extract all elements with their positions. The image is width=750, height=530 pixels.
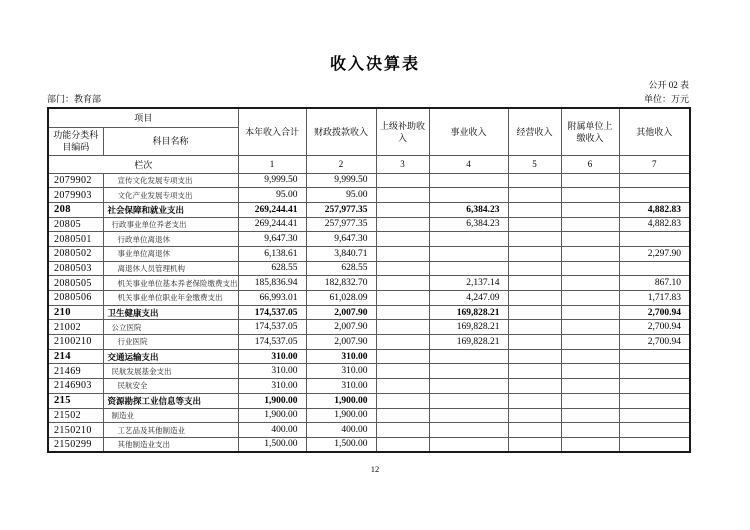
table-row bbox=[48, 305, 690, 320]
cell-amount bbox=[508, 202, 561, 217]
table-row bbox=[48, 276, 690, 291]
cell-function-code: 2080505 bbox=[48, 276, 103, 291]
cell-amount: 1,500.00 bbox=[306, 437, 376, 452]
cell-subject-name: 交通运输支出 bbox=[103, 349, 238, 364]
cell-function-code: 2079903 bbox=[48, 188, 103, 203]
cell-amount: 269,244.41 bbox=[238, 202, 306, 217]
cell-amount bbox=[508, 335, 561, 350]
cell-amount: 1,717.83 bbox=[619, 291, 690, 306]
cell-amount: 1,900.00 bbox=[306, 408, 376, 423]
cell-amount bbox=[619, 261, 690, 276]
table-row bbox=[48, 349, 690, 364]
cell-amount bbox=[376, 276, 429, 291]
cell-function-code: 214 bbox=[48, 349, 103, 364]
column-number: 1 bbox=[238, 155, 306, 173]
table-row bbox=[48, 437, 690, 452]
cell-amount bbox=[561, 232, 619, 247]
cell-function-code: 208 bbox=[48, 202, 103, 217]
cell-amount bbox=[508, 393, 561, 408]
cell-amount: 182,832.70 bbox=[306, 276, 376, 291]
table-row bbox=[48, 320, 690, 335]
cell-amount bbox=[619, 379, 690, 394]
cell-amount bbox=[429, 437, 508, 452]
cell-amount bbox=[376, 246, 429, 261]
cell-function-code: 21469 bbox=[48, 364, 103, 379]
cell-amount bbox=[561, 246, 619, 261]
cell-amount bbox=[376, 437, 429, 452]
cell-subject-name: 制造业 bbox=[103, 408, 238, 423]
cell-amount bbox=[561, 423, 619, 438]
column-number: 4 bbox=[429, 155, 508, 173]
table-row bbox=[48, 335, 690, 350]
cell-amount: 9,999.50 bbox=[306, 173, 376, 188]
cell-amount bbox=[376, 423, 429, 438]
table-row bbox=[48, 291, 690, 306]
cell-amount bbox=[561, 305, 619, 320]
cell-amount: 257,977.35 bbox=[306, 202, 376, 217]
cell-amount bbox=[561, 291, 619, 306]
cell-amount bbox=[429, 232, 508, 247]
cell-subject-name: 宣传文化发展专项支出 bbox=[103, 173, 238, 188]
meta-row bbox=[47, 92, 689, 105]
cell-amount bbox=[561, 276, 619, 291]
cell-amount: 174,537.05 bbox=[238, 335, 306, 350]
cell-amount bbox=[376, 232, 429, 247]
cell-function-code: 20805 bbox=[48, 217, 103, 232]
form-code-label: 公开 02 表 bbox=[648, 80, 689, 90]
cell-subject-name: 行业医院 bbox=[103, 335, 238, 350]
cell-amount: 310.00 bbox=[238, 349, 306, 364]
table-row bbox=[48, 217, 690, 232]
department-label: 部门：教育部 bbox=[47, 94, 102, 104]
header-affiliate-remittance: 附属单位上缴收入 bbox=[561, 108, 619, 155]
cell-amount bbox=[561, 261, 619, 276]
table-row bbox=[48, 423, 690, 438]
cell-amount bbox=[376, 173, 429, 188]
table-row bbox=[48, 408, 690, 423]
table-body bbox=[48, 173, 690, 452]
cell-amount: 867.10 bbox=[619, 276, 690, 291]
cell-amount bbox=[429, 393, 508, 408]
cell-amount bbox=[376, 379, 429, 394]
header-other-income: 其他收入 bbox=[619, 108, 690, 155]
cell-amount bbox=[619, 173, 690, 188]
cell-amount: 1,900.00 bbox=[306, 393, 376, 408]
cell-amount: 310.00 bbox=[306, 379, 376, 394]
header-lanci: 栏次 bbox=[48, 155, 238, 173]
cell-amount bbox=[508, 188, 561, 203]
cell-amount: 4,882.83 bbox=[619, 202, 690, 217]
header-item: 项目 bbox=[48, 108, 238, 127]
cell-function-code: 215 bbox=[48, 393, 103, 408]
cell-amount: 1,900.00 bbox=[238, 408, 306, 423]
cell-amount bbox=[619, 188, 690, 203]
cell-subject-name: 机关事业单位职业年金缴费支出 bbox=[103, 291, 238, 306]
table-row bbox=[48, 202, 690, 217]
cell-amount: 310.00 bbox=[306, 349, 376, 364]
income-statement-table bbox=[47, 107, 691, 453]
table-header bbox=[48, 108, 690, 173]
cell-subject-name: 行政单位离退休 bbox=[103, 232, 238, 247]
cell-amount: 310.00 bbox=[306, 364, 376, 379]
column-number: 6 bbox=[561, 155, 619, 173]
cell-amount bbox=[429, 364, 508, 379]
table-row bbox=[48, 188, 690, 203]
cell-amount bbox=[561, 217, 619, 232]
cell-amount bbox=[429, 423, 508, 438]
cell-amount bbox=[376, 335, 429, 350]
cell-amount bbox=[429, 349, 508, 364]
cell-function-code: 21502 bbox=[48, 408, 103, 423]
cell-amount: 269,244.41 bbox=[238, 217, 306, 232]
page-number: 12 bbox=[370, 464, 380, 474]
cell-amount: 2,007.90 bbox=[306, 335, 376, 350]
cell-amount: 4,882.83 bbox=[619, 217, 690, 232]
cell-subject-name: 机关事业单位基本养老保险缴费支出 bbox=[103, 276, 238, 291]
cell-amount: 2,700.94 bbox=[619, 335, 690, 350]
cell-amount bbox=[619, 349, 690, 364]
cell-amount: 257,977.35 bbox=[306, 217, 376, 232]
cell-amount: 169,828.21 bbox=[429, 335, 508, 350]
table-row bbox=[48, 379, 690, 394]
cell-amount bbox=[561, 320, 619, 335]
cell-amount: 2,007.90 bbox=[306, 305, 376, 320]
cell-subject-name: 离退休人员管理机构 bbox=[103, 261, 238, 276]
cell-amount bbox=[508, 276, 561, 291]
cell-subject-name: 民航安全 bbox=[103, 379, 238, 394]
header-business-income: 经营收入 bbox=[508, 108, 561, 155]
cell-function-code: 2150299 bbox=[48, 437, 103, 452]
cell-function-code: 2100210 bbox=[48, 335, 103, 350]
cell-amount bbox=[376, 188, 429, 203]
cell-function-code: 2080502 bbox=[48, 246, 103, 261]
cell-amount: 6,384.23 bbox=[429, 217, 508, 232]
cell-function-code: 2080503 bbox=[48, 261, 103, 276]
cell-amount: 66,993.01 bbox=[238, 291, 306, 306]
cell-amount: 310.00 bbox=[238, 379, 306, 394]
cell-amount bbox=[561, 202, 619, 217]
cell-amount bbox=[561, 364, 619, 379]
cell-amount bbox=[376, 261, 429, 276]
cell-amount bbox=[429, 379, 508, 394]
cell-amount bbox=[508, 379, 561, 394]
cell-amount: 9,647.30 bbox=[306, 232, 376, 247]
cell-amount: 2,700.94 bbox=[619, 305, 690, 320]
cell-amount bbox=[619, 408, 690, 423]
cell-amount bbox=[429, 408, 508, 423]
cell-amount: 628.55 bbox=[238, 261, 306, 276]
cell-amount bbox=[376, 349, 429, 364]
column-number: 5 bbox=[508, 155, 561, 173]
cell-amount bbox=[619, 393, 690, 408]
cell-amount: 6,384.23 bbox=[429, 202, 508, 217]
cell-amount bbox=[561, 188, 619, 203]
cell-amount bbox=[619, 364, 690, 379]
cell-subject-name: 卫生健康支出 bbox=[103, 305, 238, 320]
cell-amount: 9,647.30 bbox=[238, 232, 306, 247]
cell-amount bbox=[429, 173, 508, 188]
cell-function-code: 2080501 bbox=[48, 232, 103, 247]
cell-amount bbox=[508, 291, 561, 306]
cell-amount bbox=[508, 232, 561, 247]
cell-amount: 1,900.00 bbox=[238, 393, 306, 408]
cell-amount bbox=[508, 261, 561, 276]
cell-amount: 9,999.50 bbox=[238, 173, 306, 188]
cell-amount bbox=[376, 202, 429, 217]
cell-amount bbox=[376, 320, 429, 335]
cell-amount bbox=[619, 437, 690, 452]
cell-function-code: 2150210 bbox=[48, 423, 103, 438]
cell-amount bbox=[376, 408, 429, 423]
cell-amount bbox=[561, 393, 619, 408]
cell-amount bbox=[376, 364, 429, 379]
cell-function-code: 21002 bbox=[48, 320, 103, 335]
cell-amount: 174,537.05 bbox=[238, 320, 306, 335]
cell-amount bbox=[508, 349, 561, 364]
table-row bbox=[48, 173, 690, 188]
cell-amount bbox=[429, 261, 508, 276]
cell-amount: 310.00 bbox=[238, 364, 306, 379]
cell-amount bbox=[561, 349, 619, 364]
header-total-income: 本年收入合计 bbox=[238, 108, 306, 155]
table-row bbox=[48, 232, 690, 247]
cell-amount bbox=[508, 320, 561, 335]
cell-amount: 628.55 bbox=[306, 261, 376, 276]
cell-amount: 4,247.09 bbox=[429, 291, 508, 306]
cell-amount bbox=[376, 393, 429, 408]
cell-amount bbox=[508, 246, 561, 261]
cell-function-code: 2146903 bbox=[48, 379, 103, 394]
cell-amount: 174,537.05 bbox=[238, 305, 306, 320]
cell-subject-name: 公立医院 bbox=[103, 320, 238, 335]
column-number: 3 bbox=[376, 155, 429, 173]
cell-amount bbox=[508, 437, 561, 452]
cell-subject-name: 文化产业发展专项支出 bbox=[103, 188, 238, 203]
cell-amount bbox=[429, 246, 508, 261]
cell-subject-name: 社会保障和就业支出 bbox=[103, 202, 238, 217]
cell-amount bbox=[619, 423, 690, 438]
cell-amount bbox=[508, 408, 561, 423]
table-row bbox=[48, 246, 690, 261]
table-row bbox=[48, 364, 690, 379]
cell-amount: 61,028.09 bbox=[306, 291, 376, 306]
cell-amount: 2,297.90 bbox=[619, 246, 690, 261]
cell-subject-name: 资源勘探工业信息等支出 bbox=[103, 393, 238, 408]
cell-function-code: 2080506 bbox=[48, 291, 103, 306]
cell-amount bbox=[508, 305, 561, 320]
header-superior-subsidy: 上级补助收入 bbox=[376, 108, 429, 155]
table-row bbox=[48, 393, 690, 408]
cell-amount: 2,007.90 bbox=[306, 320, 376, 335]
cell-amount bbox=[561, 173, 619, 188]
unit-label: 单位：万元 bbox=[643, 94, 689, 104]
cell-amount bbox=[508, 423, 561, 438]
cell-amount: 400.00 bbox=[306, 423, 376, 438]
header-function-code: 功能分类科目编码 bbox=[48, 127, 103, 155]
cell-amount bbox=[619, 232, 690, 247]
cell-amount bbox=[429, 188, 508, 203]
cell-amount: 169,828.21 bbox=[429, 305, 508, 320]
cell-subject-name: 其他制造业支出 bbox=[103, 437, 238, 452]
cell-amount: 95.00 bbox=[306, 188, 376, 203]
cell-amount bbox=[508, 173, 561, 188]
cell-subject-name: 行政事业单位养老支出 bbox=[103, 217, 238, 232]
column-number: 7 bbox=[619, 155, 690, 173]
cell-amount: 169,828.21 bbox=[429, 320, 508, 335]
cell-subject-name: 事业单位离退休 bbox=[103, 246, 238, 261]
cell-amount: 400.00 bbox=[238, 423, 306, 438]
cell-function-code: 210 bbox=[48, 305, 103, 320]
cell-subject-name: 民航发展基金支出 bbox=[103, 364, 238, 379]
cell-amount: 185,836.94 bbox=[238, 276, 306, 291]
header-operating-income: 事业收入 bbox=[429, 108, 508, 155]
cell-amount bbox=[561, 408, 619, 423]
cell-amount bbox=[561, 437, 619, 452]
cell-amount: 2,700.94 bbox=[619, 320, 690, 335]
cell-function-code: 2079902 bbox=[48, 173, 103, 188]
cell-amount bbox=[376, 305, 429, 320]
cell-amount bbox=[376, 291, 429, 306]
cell-amount bbox=[508, 217, 561, 232]
cell-amount: 95.00 bbox=[238, 188, 306, 203]
table-row bbox=[48, 261, 690, 276]
cell-amount: 3,840.71 bbox=[306, 246, 376, 261]
header-fiscal-appropriation: 财政拨款收入 bbox=[306, 108, 376, 155]
column-number: 2 bbox=[306, 155, 376, 173]
cell-subject-name: 工艺品及其他制造业 bbox=[103, 423, 238, 438]
page-title: 收入决算表 bbox=[329, 56, 420, 73]
header-subject-name: 科目名称 bbox=[103, 127, 238, 155]
cell-amount bbox=[561, 335, 619, 350]
cell-amount: 6,138.61 bbox=[238, 246, 306, 261]
cell-amount bbox=[376, 217, 429, 232]
cell-amount: 2,137.14 bbox=[429, 276, 508, 291]
cell-amount: 1,500.00 bbox=[238, 437, 306, 452]
cell-amount bbox=[508, 364, 561, 379]
cell-amount bbox=[561, 379, 619, 394]
